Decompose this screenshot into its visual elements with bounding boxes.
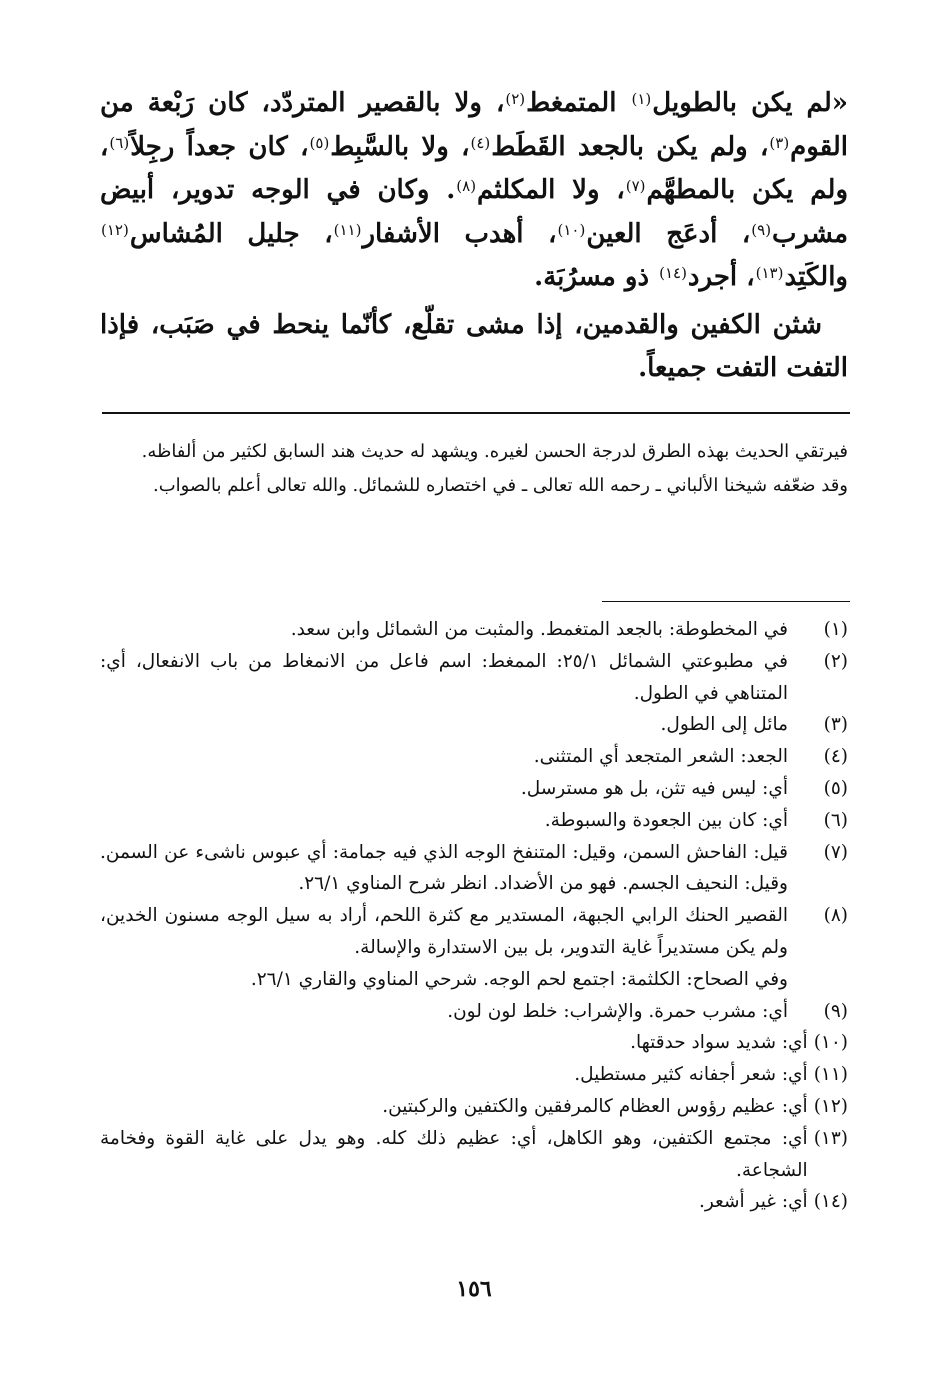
footnote-marker: (١) [631,90,652,108]
footnote-line: أي: ليس فيه تثن، بل هو مسترسل. [520,777,788,799]
footnote-text [100,1186,808,1218]
footnote-separator [602,601,850,602]
footnote-number: (٤) [823,746,848,768]
footnote-item [100,1123,848,1187]
main-text-segment: ، أجرد [687,262,755,292]
main-hadith-text [100,82,848,391]
footnote-item [100,805,848,837]
footnote-number: (١١) [813,1064,848,1086]
footnote-item [100,1027,848,1059]
footnote-number: (١٢) [813,1095,848,1117]
main-text-segment: ، جليل المُشاس [129,218,333,249]
main-text-segment: ، ولا بالقصير المتردّد، كان رَبْعة من القوم [100,88,848,162]
main-paragraph-1 [100,82,848,300]
footnote-text [100,1027,808,1059]
main-text-segment: ، أهدب الأشفار [362,218,557,249]
footnote-number: (٧) [823,841,848,863]
footnote-text [100,1123,808,1187]
footnote-text [100,996,788,1028]
footnote-number: (١٤) [813,1191,848,1213]
footnote-line: أي: عظيم رؤوس العظام كالمرفقين والكتفين والركبتين. [382,1095,808,1117]
footnote-item [100,1091,848,1123]
main-text-segment: ، ولا المكلثم [477,175,625,205]
footnote-marker: (٩) [751,220,772,239]
footnote-marker: (١٤) [659,264,687,282]
footnote-item [100,614,848,646]
footnote-item [100,709,848,741]
main-text-segment: «لم يكن بالطويل [652,88,849,118]
footnote-number: (٩) [823,1000,848,1022]
verification-paragraph: وقد ضعّفه شيخنا الألباني ـ رحمه الله تعالى ـ في اختصاره للشمائل. والله تعالى أعلم بالصواب. [152,475,848,496]
footnote-marker: (٥) [309,133,330,152]
footnote-number: (٥) [823,777,848,799]
footnote-item [100,1186,848,1218]
verification-paragraph: فيرتقي الحديث بهذه الطرق لدرجة الحسن لغيره. ويشهد له حديث هند السابق لكثير من ألفاظه. [141,441,848,462]
footnote-line: أي: مجتمع الكتفين، وهو الكاهل، أي: عظيم ذلك كله. وهو يدل على غاية القوة وفخامة الشجاعة. [100,1127,808,1181]
footnote-number: (٦) [823,809,848,831]
footnote-item [100,900,848,995]
footnote-number: (٢) [823,650,848,672]
footnote-text [100,709,788,741]
footnote-text [100,900,788,995]
footnote-marker: (٣) [769,133,790,152]
footnote-text [100,614,788,646]
footnote-line: أي: شديد سواد حدقتها. [630,1032,808,1054]
footnote-item [100,741,848,773]
footnote-marker: (٤) [470,133,491,152]
footnote-number: (١٠) [813,1032,848,1054]
footnote-line: قيل: الفاحش السمن، وقيل: المتنفخ الوجه الذي فيه جمامة: أي عبوس ناشىء عن السمن. وقيل: النحيف الجسم. فهو من الأضداد. انظر شرح المناوي ٢٦/١. [100,841,788,895]
footnote-marker: (٢) [505,90,526,108]
footnote-line: في المخطوطة: بالجعد المتغمط. والمثبت من الشمائل وابن سعد. [290,619,788,640]
footnote-number: (١) [823,619,848,640]
footnote-number: (٨) [823,905,848,927]
footnote-marker: (١٢) [101,220,129,239]
main-text-segment: ، كان جعداً رجِلاً [130,131,309,162]
footnote-text [100,741,788,773]
main-text-segment: ، ولم يكن بالمطهَّم [100,131,848,205]
footnote-text [100,773,788,805]
main-text-segment: والكَتِد [784,262,848,292]
footnote-text [100,1091,808,1123]
main-text-segment: ، ولم يكن بالجعد القَطَط [491,131,769,162]
footnote-marker: (١١) [333,220,362,239]
footnote-line: الجعد: الشعر المتجعد أي المتثنى. [533,746,788,768]
main-text-segment: ، أدعَج العين [586,218,751,249]
footnote-text [100,646,788,710]
page-number: ١٥٦ [456,1276,492,1302]
footnote-marker: (٦) [109,133,130,152]
footnote-number: (١٣) [813,1127,848,1149]
footnote-line: القصير الحنك الرابي الجبهة، المستدير مع كثرة اللحم، أراد به سيل الوجه مسنون الخدين، ولم يكن مستديراً غاية التدوير، بل بين الاستدارة والإسالة. [100,905,788,958]
main-text-segment: ، ولا بالسَّبِط [330,131,470,162]
footnote-line: أي: كان بين الجعودة والسبوطة. [544,809,788,831]
footnote-item [100,837,848,901]
footnote-item [100,1059,848,1091]
verification-notes [100,436,848,501]
footnote-line: في مطبوعتي الشمائل ٢٥/١: الممغط: اسم فاعل من الانمغاط من باب الانفعال، أي: المتناهي في الطول. [100,650,788,704]
main-text-segment: المتمغط [526,88,631,118]
footnote-number: (٣) [823,714,848,736]
footnote-text [100,805,788,837]
main-text-segment: . وكان في الوجه تدوير، أبيض مشرب [100,175,848,249]
footnote-marker: (٨) [456,177,477,195]
footnote-line: أي: مشرب حمرة. والإشراب: خلط لون لون. [447,1000,788,1022]
footnote-item [100,646,848,710]
footnote-text [100,837,788,901]
footnote-item [100,773,848,805]
footnote-marker: (١٠) [557,220,586,239]
footnote-item [100,996,848,1028]
footnote-marker: (١٣) [755,264,784,282]
footnote-line: وفي الصحاح: الكلثمة: اجتمع لحم الوجه. شرحي المناوي والقاري ٢٦/١. [250,968,788,990]
footnote-line: مائل إلى الطول. [660,714,788,736]
main-text-segment: ذو مسرُبَة. [534,262,659,292]
footnote-line: أي: غير أشعر. [698,1191,808,1213]
footnote-line: أي: شعر أجفانه كثير مستطيل. [574,1064,808,1086]
footnote-marker: (٧) [625,177,646,195]
main-text-divider [102,412,850,414]
footnote-text [100,1059,808,1091]
main-paragraph-2: شثن الكفين والقدمين، إذا مشى تقلّع، كأنّما ينحط في صَبَب، فإذا التفت التفت جميعاً. [100,309,848,383]
footnotes-list [100,614,848,1218]
